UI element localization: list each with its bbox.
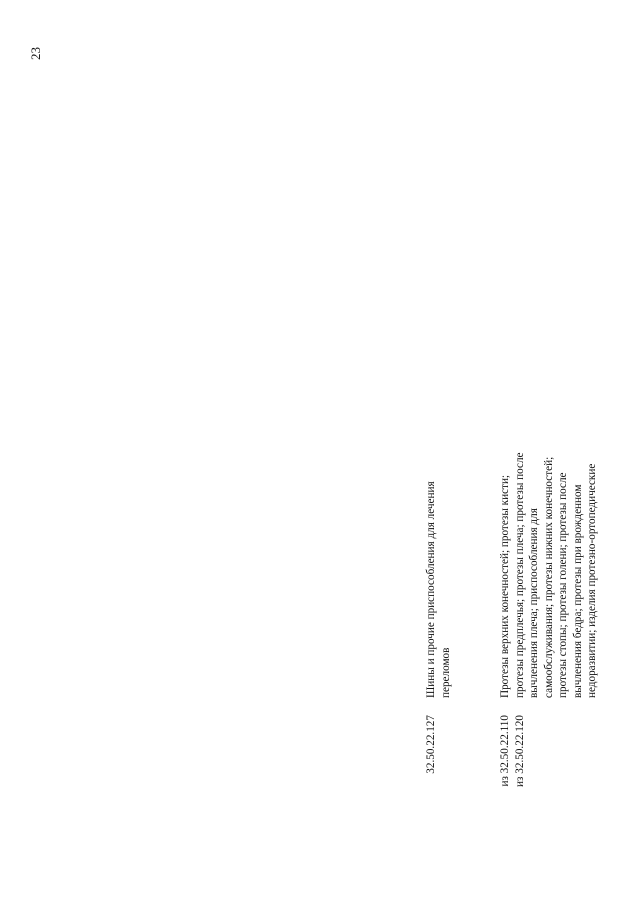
name-line: самообслуживания; протезы нижних конечностей; — [542, 456, 555, 698]
name-cell-row1 — [498, 452, 600, 698]
code-cell-row2 — [424, 715, 439, 905]
name-line: Протезы верхних конечностей; протезы кисти; — [499, 474, 511, 698]
name-line: Шины и прочие приспособления для лечения — [425, 481, 437, 698]
name-cell-row2 — [424, 481, 453, 698]
code-line: из 32.50.22.120 — [513, 715, 526, 787]
name-line: вычленения плеча; приспособления для — [528, 508, 540, 698]
name-line: протезы стопы; протезы голени; протезы после — [557, 472, 569, 698]
page-number: 23 — [28, 47, 43, 60]
code-cell-row1 — [498, 715, 527, 905]
code-line: 32.50.22.127 — [425, 715, 437, 774]
code-line: из 32.50.22.110 — [499, 715, 511, 787]
name-line: переломов — [439, 647, 452, 698]
name-line: недоразвитии; изделия протезно-ортопедические — [586, 463, 598, 698]
name-line: протезы предплечья; протезы плеча; протезы после — [513, 452, 526, 698]
name-line: вычленения бедра; протезы при врожденном — [571, 484, 584, 698]
